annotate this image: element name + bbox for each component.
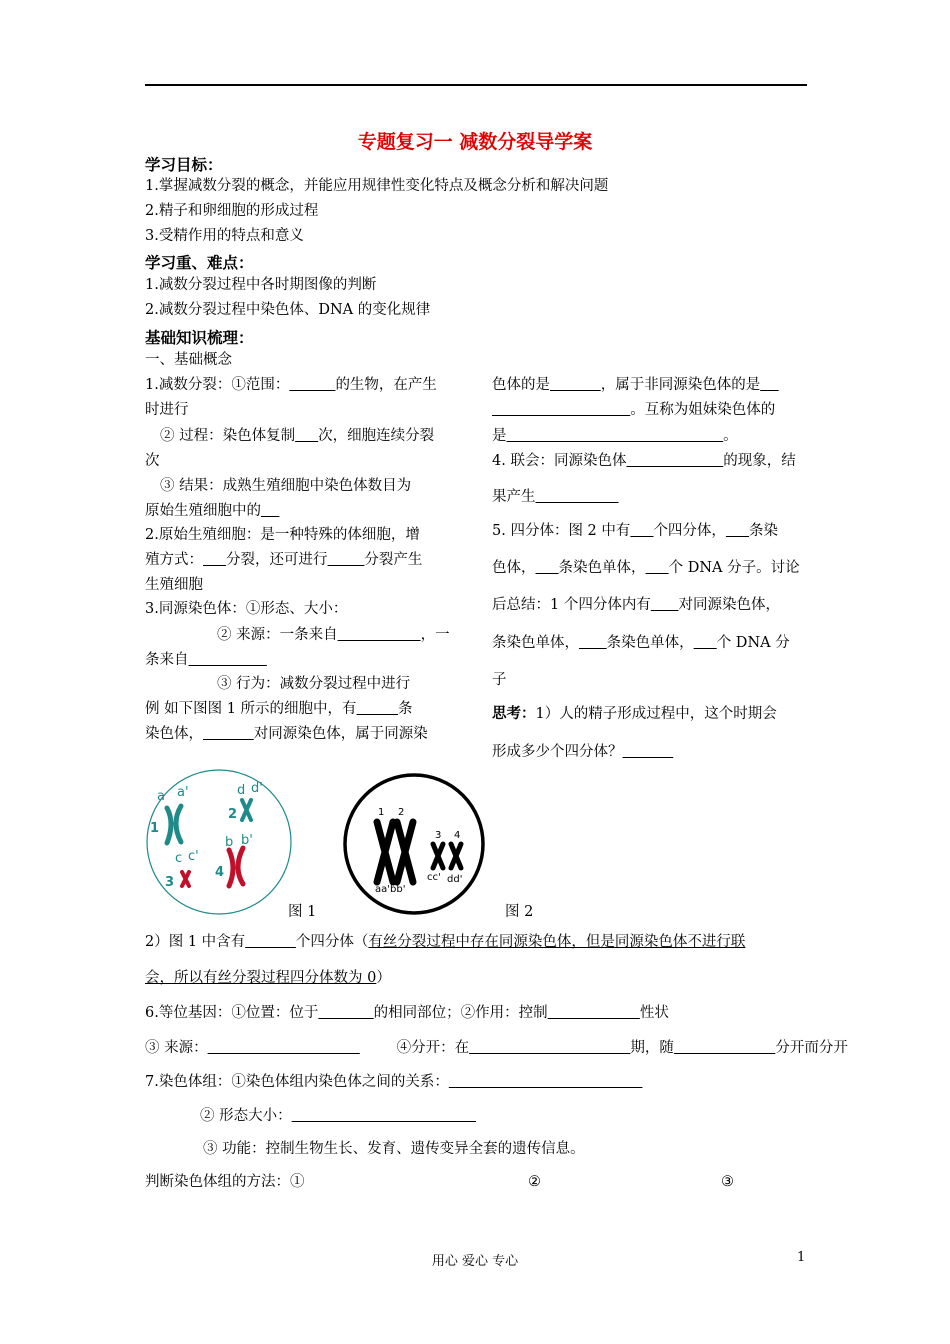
fig1-label: c	[175, 851, 183, 866]
left-line: 原始生殖细胞中的	[145, 503, 261, 519]
figure-2	[341, 770, 487, 920]
fig1-label: 2	[228, 807, 238, 822]
fig2-label: 2	[398, 807, 405, 818]
key-item: 2.减数分裂过程中染色体、DNA 的变化规律	[145, 302, 431, 318]
tetrad-small-b	[451, 844, 461, 868]
left-line: ③ 行为：减数分裂过程中进行	[217, 676, 411, 692]
chromosome-4-sister	[238, 848, 243, 884]
left-line: 时进行	[145, 402, 189, 418]
chromosome-1	[167, 808, 171, 843]
right-line: 4. 联会：同源染色体 的现象，结	[492, 453, 796, 469]
tetrad-large-b	[397, 822, 413, 882]
fig2-label: 1	[378, 807, 385, 818]
fig1-label: b	[225, 835, 234, 850]
footer-text: 用心 爱心 专心	[431, 1254, 519, 1269]
right-line: 果产生	[492, 489, 536, 505]
tetrad-small-a	[433, 844, 443, 868]
chromosome-1-sister	[176, 806, 181, 842]
left-line: 生殖细胞	[145, 577, 203, 593]
right-line: 后总结：1 个四分体内有 对同源染色体，	[492, 597, 780, 613]
bottom-line: ③ 来源： ④分开：在 期，随 分开而分开	[145, 1040, 848, 1056]
left-line: ② 过程：染色体复制 次，细胞连续分裂	[160, 428, 435, 444]
right-line: 子	[492, 672, 507, 688]
fig2-label: cc'	[427, 872, 441, 883]
fig2-label: dd'	[447, 874, 463, 885]
basic-heading: 基础知识梳理：	[145, 329, 254, 347]
goal-item: 1.掌握减数分裂的概念，并能应用规律性变化特点及概念分析和解决问题	[145, 178, 609, 194]
page-number: 1	[797, 1250, 806, 1265]
right-line: 色体的是 ，属于非同源染色体的是	[492, 377, 761, 393]
fig1-label: a	[157, 789, 165, 804]
fig1-label: a'	[177, 785, 189, 800]
left-line: 染色体， 对同源染色体，属于同源染	[145, 726, 428, 742]
fig1-label: b'	[241, 833, 253, 848]
bottom-line: ③	[721, 1174, 734, 1190]
right-line: 5. 四分体：图 2 中有 个四分体， 条染	[492, 523, 778, 539]
left-line: 一、基础概念	[145, 352, 232, 368]
fig1-label: 4	[215, 865, 225, 880]
chromosome-3	[182, 872, 189, 886]
bottom-line: 判断染色体组的方法：①	[145, 1174, 305, 1190]
chromosome-2	[242, 800, 251, 820]
bottom-line: ②	[528, 1174, 541, 1190]
page-title: 专题复习一 减数分裂导学案	[357, 131, 593, 153]
header-rule	[145, 84, 807, 86]
key-heading: 学习重、难点：	[145, 254, 254, 272]
bottom-line: ③ 功能：控制生物生长、发育、遗传变异全套的遗传信息。	[203, 1141, 585, 1157]
left-line: ③ 结果：成熟生殖细胞中染色体数目为	[160, 478, 412, 494]
fig1-label: 3	[165, 875, 175, 890]
right-line: 色体， 条染色单体， 个 DNA 分子。讨论	[492, 560, 800, 576]
fig2-label: 3	[435, 830, 442, 841]
chromosome-4	[229, 850, 233, 886]
tetrad-large-a	[377, 822, 393, 882]
goal-item: 2.精子和卵细胞的形成过程	[145, 203, 319, 219]
fig1-label: 1	[150, 821, 160, 836]
fig1-label: d	[237, 783, 246, 798]
right-line: 形成多少个四分体？	[492, 744, 623, 760]
left-line: 殖方式： 分裂，还可进行 分裂产生	[145, 552, 423, 568]
left-line: 1.减数分裂：①范围： 的生物，在产生	[145, 377, 437, 393]
figure-2-caption: 图 2	[505, 904, 534, 920]
figure-1	[145, 768, 295, 918]
fig1-label: c'	[188, 849, 199, 864]
goal-item: 3.受精作用的特点和意义	[145, 228, 304, 244]
bottom-line: 2）图 1 中含有 个四分体（有丝分裂过程中存在同源染色体，但是同源染色体不进行联	[145, 934, 746, 950]
figure-1-caption: 图 1	[288, 904, 317, 920]
fig2-label: 4	[454, 830, 461, 841]
left-line: 3.同源染色体：①形态、大小：	[145, 601, 348, 617]
left-line: 条来自	[145, 652, 189, 668]
left-line: 2.原始生殖细胞：是一种特殊的体细胞，增	[145, 527, 420, 543]
bottom-line: 6.等位基因：①位置：位于 的相同部位；②作用：控制 性状	[145, 1005, 669, 1021]
left-line: 例 如下图图 1 所示的细胞中，有 条	[145, 701, 413, 717]
right-line: 。互称为姐妹染色体的	[630, 402, 776, 418]
fig2-label: aa'bb'	[375, 884, 406, 895]
goals-heading: 学习目标：	[145, 156, 223, 174]
bottom-line: 7.染色体组：①染色体组内染色体之间的关系：	[145, 1074, 449, 1090]
right-line: 思考：1）人的精子形成过程中，这个时期会	[492, 706, 777, 722]
bottom-line: ② 形态大小：	[200, 1108, 292, 1124]
bottom-line: 会，所以有丝分裂过程四分体数为 0）	[145, 970, 391, 986]
fig1-label: d'	[251, 781, 263, 796]
right-line: 是 。	[492, 428, 738, 444]
key-item: 1.减数分裂过程中各时期图像的判断	[145, 277, 377, 293]
left-line: ② 来源：一条来自 ，一	[217, 627, 450, 643]
left-line: 次	[145, 453, 160, 469]
right-line: 条染色单体， 条染色单体， 个 DNA 分	[492, 635, 790, 651]
